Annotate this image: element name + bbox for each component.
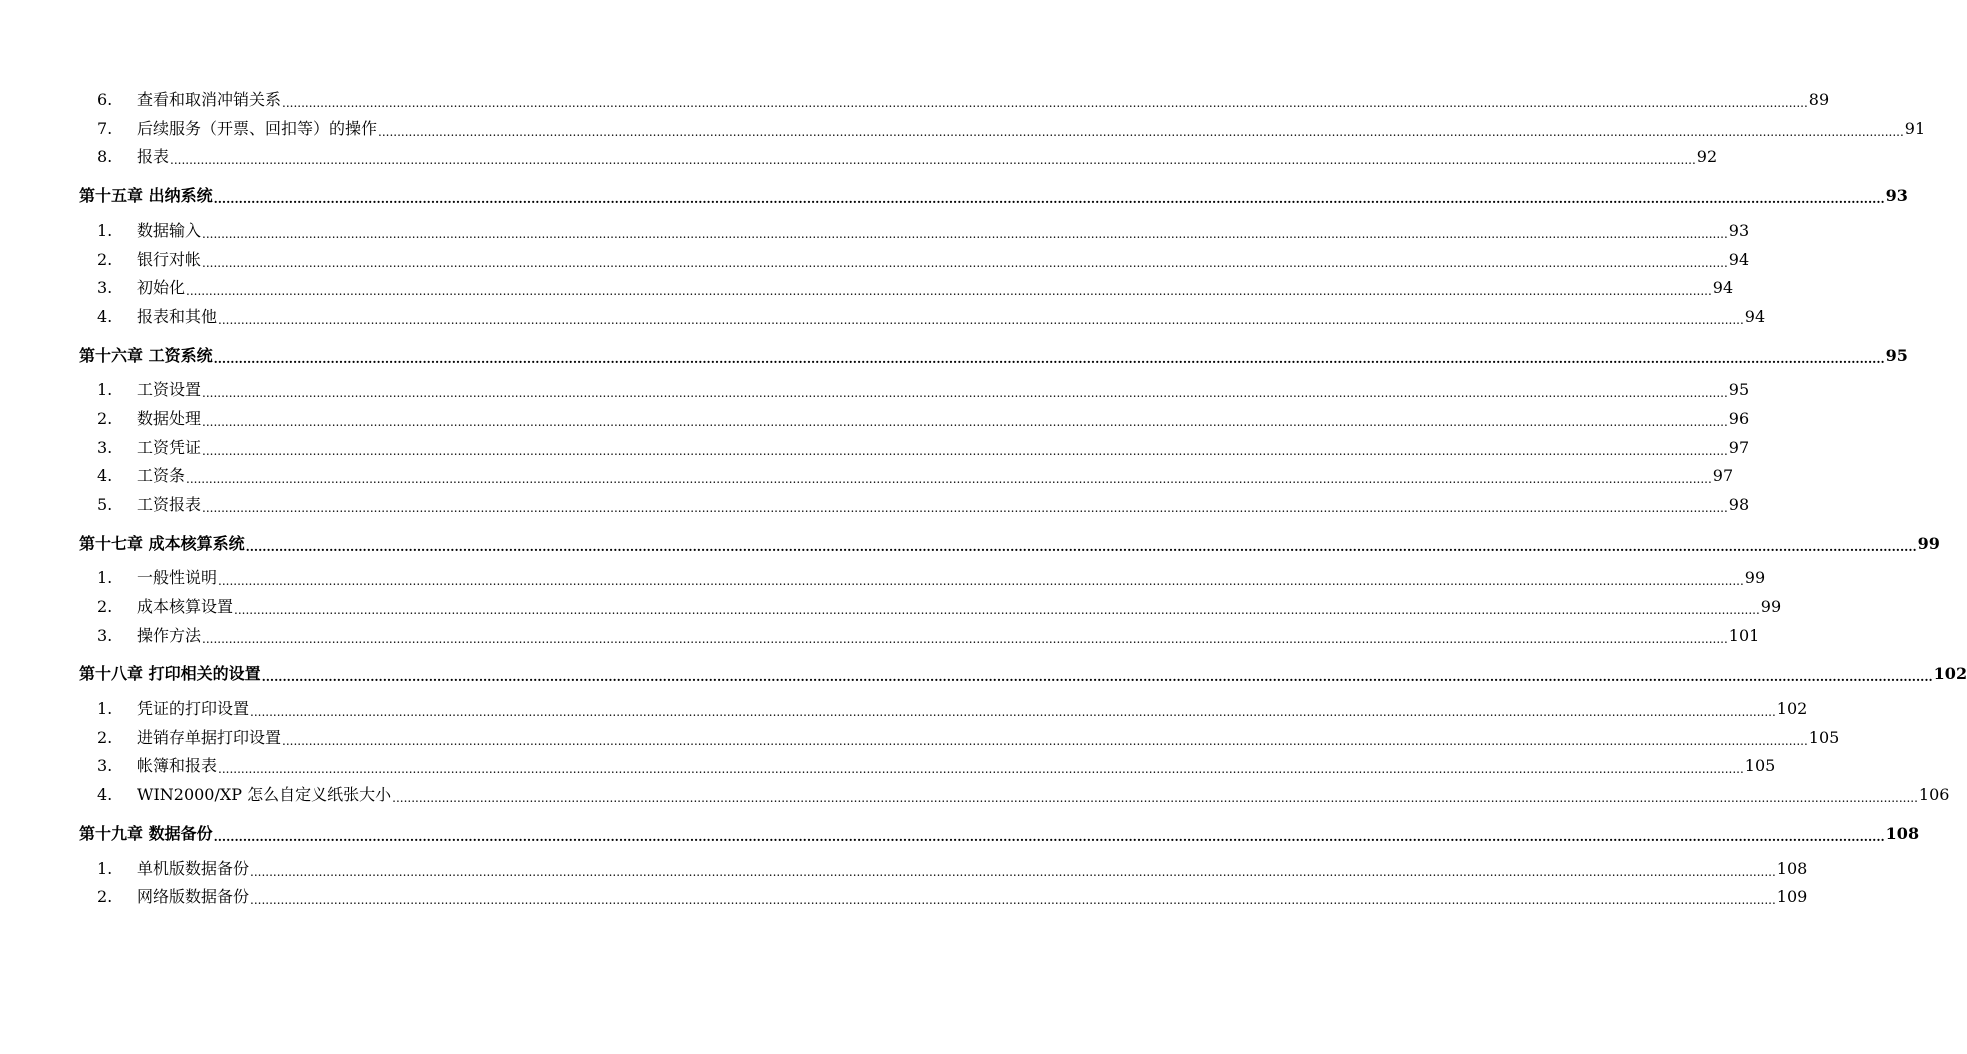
toc-entry-page: 97 <box>1728 437 1750 457</box>
toc-leader-dots: ................................................................................................................................................................................................................................................................................................................................................................................................................ <box>202 415 1728 430</box>
toc-entry-title: 凭证的打印设置 <box>137 699 250 719</box>
toc-leader-dots: ................................................................................................................................................................................................................................................................................................................................................................................................................ <box>261 670 1933 685</box>
toc-entry[interactable] <box>79 86 1830 115</box>
toc-entry-title: 工资设置 <box>137 380 202 400</box>
toc-entry[interactable] <box>79 303 1766 332</box>
toc-chapter-page: 108 <box>1885 823 1920 843</box>
toc-chapter-heading[interactable] <box>79 527 1940 560</box>
toc-entry-page: 109 <box>1776 887 1808 907</box>
toc-chapter-title: 第十五章 出纳系统 <box>79 186 213 206</box>
toc-entry-page: 105 <box>1808 727 1840 747</box>
toc-entry-title: 查看和取消冲销关系 <box>137 90 282 110</box>
toc-entry-number: 2. <box>97 727 113 747</box>
toc-entry-title: 数据处理 <box>137 409 202 429</box>
toc-leader-dots: ................................................................................................................................................................................................................................................................................................................................................................................................................ <box>202 443 1728 458</box>
toc-entry-title: 网络版数据备份 <box>137 887 250 907</box>
toc-entry-page: 101 <box>1728 625 1760 645</box>
toc-entry-title: 工资报表 <box>137 494 202 514</box>
toc-entry[interactable] <box>79 115 1926 144</box>
toc-entry-number: 3. <box>97 625 113 645</box>
toc-entry-number: 2. <box>97 887 113 907</box>
table-of-contents <box>79 86 1967 911</box>
toc-leader-dots: ................................................................................................................................................................................................................................................................................................................................................................................................................ <box>282 96 1808 111</box>
toc-entry-number: 1. <box>97 568 113 588</box>
toc-entry-title: 成本核算设置 <box>137 597 234 617</box>
toc-leader-dots: ................................................................................................................................................................................................................................................................................................................................................................................................................ <box>213 829 1885 844</box>
toc-leader-dots: ................................................................................................................................................................................................................................................................................................................................................................................................................ <box>282 733 1808 748</box>
toc-leader-dots: ................................................................................................................................................................................................................................................................................................................................................................................................................ <box>213 351 1885 366</box>
toc-entry-page: 99 <box>1760 597 1782 617</box>
toc-entry[interactable] <box>79 593 1782 622</box>
toc-leader-dots: ................................................................................................................................................................................................................................................................................................................................................................................................................ <box>202 500 1728 515</box>
toc-leader-dots: ................................................................................................................................................................................................................................................................................................................................................................................................................ <box>250 864 1776 879</box>
toc-entry[interactable] <box>79 217 1750 246</box>
toc-entry-title: 工资条 <box>137 466 186 486</box>
toc-chapter-title: 第十九章 数据备份 <box>79 823 213 843</box>
toc-entry-number: 1. <box>97 380 113 400</box>
toc-entry-title: 进销存单据打印设置 <box>137 727 282 747</box>
toc-entry-number: 1. <box>97 858 113 878</box>
toc-leader-dots: ................................................................................................................................................................................................................................................................................................................................................................................................................ <box>186 472 1712 487</box>
toc-chapter-page: 99 <box>1917 533 1940 553</box>
toc-entry-page: 98 <box>1728 494 1750 514</box>
toc-entry[interactable] <box>79 433 1750 462</box>
toc-entry-page: 93 <box>1728 221 1750 241</box>
toc-entry-page: 91 <box>1904 118 1926 138</box>
toc-entry-title: WIN2000/XP 怎么自定义纸张大小 <box>137 784 392 804</box>
toc-leader-dots: ................................................................................................................................................................................................................................................................................................................................................................................................................ <box>186 284 1712 299</box>
toc-entry-title: 报表和其他 <box>137 306 218 326</box>
toc-entry[interactable] <box>79 491 1750 520</box>
toc-leader-dots: ................................................................................................................................................................................................................................................................................................................................................................................................................ <box>202 631 1728 646</box>
toc-entry-page: 94 <box>1728 249 1750 269</box>
toc-entry-number: 2. <box>97 597 113 617</box>
toc-entry[interactable] <box>79 564 1766 593</box>
toc-entry-title: 报表 <box>137 147 170 167</box>
toc-chapter-page: 95 <box>1885 345 1908 365</box>
toc-leader-dots: ................................................................................................................................................................................................................................................................................................................................................................................................................ <box>202 227 1728 242</box>
toc-entry-number: 1. <box>97 699 113 719</box>
toc-entry-page: 108 <box>1776 858 1808 878</box>
toc-entry-page: 95 <box>1728 380 1750 400</box>
toc-entry-title: 数据输入 <box>137 221 202 241</box>
toc-chapter-title: 第十六章 工资系统 <box>79 345 213 365</box>
toc-entry-number: 4. <box>97 306 113 326</box>
toc-chapter-page: 102 <box>1933 664 1967 684</box>
toc-entry-page: 94 <box>1744 306 1766 326</box>
toc-leader-dots: ................................................................................................................................................................................................................................................................................................................................................................................................................ <box>250 705 1776 720</box>
toc-entry[interactable] <box>79 883 1808 912</box>
toc-entry[interactable] <box>79 405 1750 434</box>
toc-entry-page: 106 <box>1918 784 1950 804</box>
toc-entry[interactable] <box>79 752 1776 781</box>
toc-entry[interactable] <box>79 245 1750 274</box>
toc-leader-dots: ................................................................................................................................................................................................................................................................................................................................................................................................................ <box>170 153 1696 168</box>
toc-chapter-title: 第十八章 打印相关的设置 <box>79 664 261 684</box>
toc-leader-dots: ................................................................................................................................................................................................................................................................................................................................................................................................................ <box>392 790 1918 805</box>
toc-chapter-title: 第十七章 成本核算系统 <box>79 533 245 553</box>
toc-leader-dots: ................................................................................................................................................................................................................................................................................................................................................................................................................ <box>378 124 1904 139</box>
toc-entry-number: 4. <box>97 466 113 486</box>
toc-entry-number: 3. <box>97 278 113 298</box>
toc-entry-number: 8. <box>97 147 113 167</box>
toc-entry-number: 2. <box>97 249 113 269</box>
toc-entry-title: 后续服务（开票、回扣等）的操作 <box>137 118 378 138</box>
toc-entry[interactable] <box>79 143 1718 172</box>
toc-leader-dots: ................................................................................................................................................................................................................................................................................................................................................................................................................ <box>218 762 1744 777</box>
toc-entry-number: 2. <box>97 409 113 429</box>
toc-leader-dots: ................................................................................................................................................................................................................................................................................................................................................................................................................ <box>202 386 1728 401</box>
toc-leader-dots: ................................................................................................................................................................................................................................................................................................................................................................................................................ <box>218 574 1744 589</box>
toc-entry[interactable] <box>79 376 1750 405</box>
toc-entry-title: 操作方法 <box>137 625 202 645</box>
toc-entry-page: 92 <box>1696 147 1718 167</box>
toc-entry-page: 96 <box>1728 409 1750 429</box>
toc-entry-page: 94 <box>1712 278 1734 298</box>
toc-entry-number: 5. <box>97 494 113 514</box>
toc-leader-dots: ................................................................................................................................................................................................................................................................................................................................................................................................................ <box>213 192 1885 207</box>
toc-entry-number: 1. <box>97 221 113 241</box>
toc-chapter-heading[interactable] <box>79 180 1908 213</box>
toc-entry[interactable] <box>79 621 1760 650</box>
toc-leader-dots: ................................................................................................................................................................................................................................................................................................................................................................................................................ <box>234 603 1760 618</box>
toc-entry-number: 7. <box>97 118 113 138</box>
toc-chapter-heading[interactable] <box>79 817 1920 850</box>
toc-entry-page: 89 <box>1808 90 1830 110</box>
toc-entry-number: 6. <box>97 90 113 110</box>
toc-entry-title: 单机版数据备份 <box>137 858 250 878</box>
toc-leader-dots: ................................................................................................................................................................................................................................................................................................................................................................................................................ <box>202 255 1728 270</box>
toc-entry[interactable] <box>79 274 1734 303</box>
toc-chapter-heading[interactable] <box>79 658 1967 691</box>
toc-entry[interactable] <box>79 462 1734 491</box>
toc-entry[interactable] <box>79 854 1808 883</box>
toc-entry-title: 帐簿和报表 <box>137 756 218 776</box>
toc-entry-page: 97 <box>1712 466 1734 486</box>
toc-entry-title: 银行对帐 <box>137 249 202 269</box>
toc-entry-page: 105 <box>1744 756 1776 776</box>
toc-chapter-heading[interactable] <box>79 339 1908 372</box>
toc-entry-title: 初始化 <box>137 278 186 298</box>
toc-entry-page: 99 <box>1744 568 1766 588</box>
toc-entry[interactable] <box>79 695 1808 724</box>
toc-entry-number: 4. <box>97 784 113 804</box>
toc-entry-title: 工资凭证 <box>137 437 202 457</box>
toc-leader-dots: ................................................................................................................................................................................................................................................................................................................................................................................................................ <box>245 539 1917 554</box>
toc-leader-dots: ................................................................................................................................................................................................................................................................................................................................................................................................................ <box>250 893 1776 908</box>
toc-entry-number: 3. <box>97 437 113 457</box>
toc-entry-number: 3. <box>97 756 113 776</box>
toc-entry-page: 102 <box>1776 699 1808 719</box>
toc-entry-title: 一般性说明 <box>137 568 218 588</box>
toc-leader-dots: ................................................................................................................................................................................................................................................................................................................................................................................................................ <box>218 312 1744 327</box>
toc-entry[interactable] <box>79 724 1840 753</box>
toc-chapter-page: 93 <box>1885 186 1908 206</box>
toc-entry[interactable] <box>79 781 1950 810</box>
